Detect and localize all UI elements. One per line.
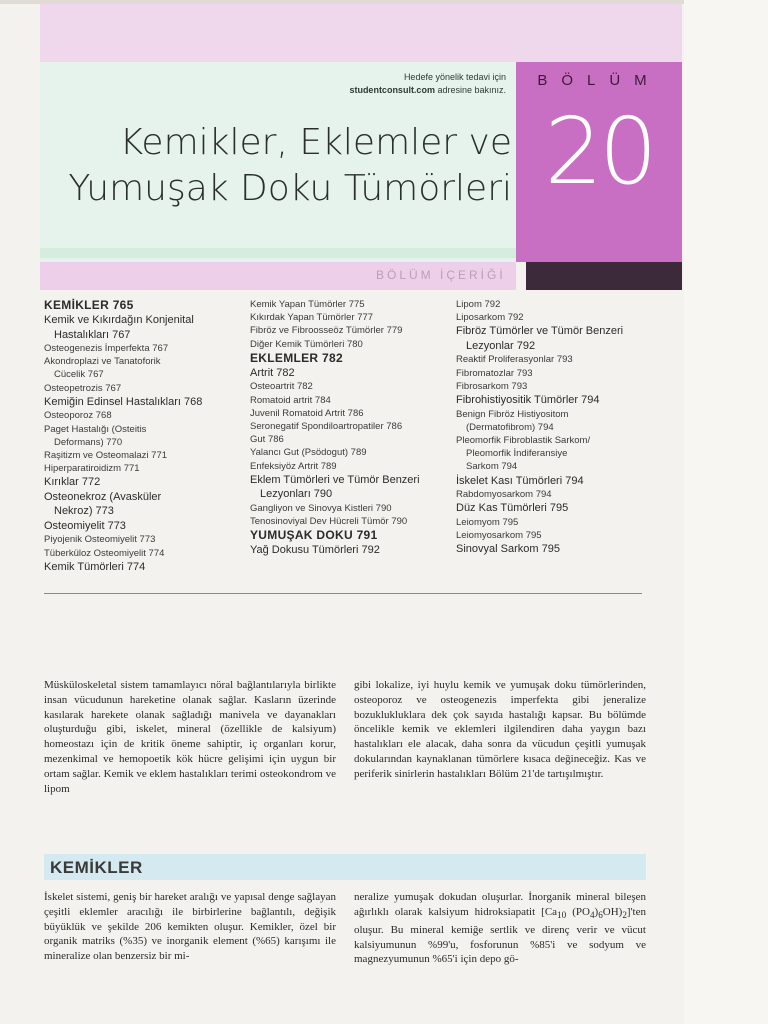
chapter-box — [516, 62, 682, 262]
toc-entry: Nekroz) 773 — [54, 505, 114, 518]
toc-entry: Sarkom 794 — [466, 461, 518, 473]
toc-column-1 — [44, 298, 244, 574]
toc-entry: Tenosinoviyal Dev Hücreli Tümör 790 — [250, 515, 408, 527]
toc-entry: Cücelik 767 — [54, 369, 104, 381]
toc-entry: Akondroplazi ve Tanatoforik — [44, 356, 161, 368]
intro-paragraph-left: Müsküloskeletal sistem tamamlayıcı nöral bağlantılarıyla birlikte insan vücudunun hareketine olanak sağlar. Kasların üzerinde kasılarak harekete olanak sağladığı manivela ve dayanakları oluşturduğu gibi, iskelet, mineral (özellikle de kalsiyum) homeostazı için de kritik öneme sahiptir, iç organları korur, mezenkimal ve hemopoetik kök hücre gelişimi için uygun bir ortam sağlar. Kemik ve eklem hastalıkları terimi osteokondrom ve lipom — [44, 679, 336, 795]
toc-entry: Reaktif Proliferasyonlar 793 — [456, 354, 573, 366]
toc-section-heading: KEMİKLER 765 — [44, 298, 134, 312]
chapter-number: 20 — [544, 98, 654, 205]
toc-entry: Eklem Tümörleri ve Tümör Benzeri — [250, 473, 420, 486]
hint-line2-rest: adresine bakınız. — [434, 85, 506, 95]
toc-entry: Kıkırdak Yapan Tümörler 777 — [250, 312, 374, 324]
toc-entry: (Dermatofibrom) 794 — [466, 421, 554, 433]
header-pink-band — [40, 4, 682, 62]
toc-entry: Tüberküloz Osteomiyelit 774 — [44, 547, 165, 559]
toc-entry: Kırıklar 772 — [44, 476, 101, 489]
page-margin — [684, 0, 768, 1024]
section-sub-2: 4 — [589, 909, 595, 920]
toc-entry: Piyojenik Osteomiyelit 773 — [44, 534, 156, 546]
chapter-title-line1: Kemikler, Eklemler ve — [119, 122, 512, 163]
toc-entry: Fibrohistiyositik Tümörler 794 — [456, 394, 600, 407]
toc-entry: Osteonekroz (Avasküler — [44, 490, 162, 503]
toc-entry: Benign Fibröz Histiyositom — [456, 408, 569, 420]
toc-entry: Seronegatif Spondiloartropatiler 786 — [250, 420, 403, 432]
section-paragraph-left: İskelet sistemi, geniş bir hareket aralığı ve yapısal denge sağlayan çeşitli eklemler aracılığı ile birbirlerine bağlantılı, değişik büyüklük ve şekilde 206 kemikten oluşur. Kemikler, özel bir organik matriks (%35) ve inorganik element (%65) karışımı ile mineralize olan benzersiz bir mi- — [44, 891, 336, 963]
toc-entry: Kemik Tümörleri 774 — [44, 560, 146, 573]
toc-entry: Osteogenezis İmperfekta 767 — [44, 343, 169, 354]
toc-entry: Osteopetrozis 767 — [44, 382, 122, 394]
section-paragraph-right — [354, 890, 646, 967]
toc-entry: Pleomorfik Fibroblastik Sarkom/ — [456, 434, 591, 446]
section-heading: KEMİKLER — [50, 858, 143, 877]
toc-entry: Lezyonlar 792 — [466, 339, 536, 352]
toc-entry: Kemiğin Edinsel Hastalıkları 768 — [44, 395, 203, 408]
toc-entry: Diğer Kemik Tümörleri 780 — [250, 338, 363, 350]
toc-entry: Sinovyal Sarkom 795 — [456, 543, 560, 556]
chapter-title — [68, 120, 512, 212]
toc-entry: Romatoid artrit 784 — [250, 394, 331, 406]
section-text-a: neralize yumuşak dokudan oluşurlar. İnorganik mineral bileşen ağırlıklı olarak kalsiyum hidroksiapatit [Ca — [354, 891, 646, 918]
section-sub-4: 2 — [622, 909, 627, 920]
toc-entry: Artrit 782 — [250, 366, 295, 379]
contents-label: BÖLÜM İÇERİĞİ — [376, 268, 506, 282]
hint-site: studentconsult.com — [349, 85, 435, 95]
toc-entry: Osteoporoz 768 — [44, 410, 112, 422]
section-heading-bar — [44, 854, 646, 880]
hint-line1: Hedefe yönelik tedavi için — [403, 72, 506, 82]
toc-entry: Yağ Dokusu Tümörleri 792 — [250, 544, 380, 557]
toc-entry: Deformans) 770 — [54, 436, 123, 448]
section-text-b: (PO — [566, 905, 590, 918]
toc-entry: Fibrosarkom 793 — [456, 380, 528, 392]
contents-bar — [40, 262, 682, 290]
toc-entry: Paget Hastalığı (Osteitis — [44, 423, 147, 435]
toc-entry: Gut 786 — [250, 434, 284, 446]
toc-entry: Yalancı Gut (Psödogut) 789 — [250, 447, 367, 459]
toc-column-3 — [456, 298, 666, 557]
toc-entry: Juvenil Romatoid Artrit 786 — [250, 407, 364, 419]
toc-entry: Fibröz ve Fibroosseöz Tümörler 779 — [250, 325, 403, 337]
toc-entry: Leiomyom 795 — [456, 516, 519, 528]
divider-rule — [44, 593, 642, 594]
intro-paragraph-right: gibi lokalize, iyi huylu kemik ve yumuşak doku tümörlerinden, osteoporoz ve osteogenezis imperfekta gibi jeneralize bozuklukluklara dek çok sayıda hastalığı kapsar. Bu bölümde öncelikle kemik ve eklemleri ilgilendiren daha yaygın bazı hastalıkları ele alacak, daha sonra da vücudun çeşitli yumuşak dokularından kaynaklanan tümörlere kısaca değineceğiz. Kas ve periferik sinirlerin hastalıkları Bölüm 21'de tartışılmıştır. — [354, 679, 646, 780]
toc-entry: Hiperparatiroidizm 771 — [44, 463, 140, 475]
toc-entry: Fibröz Tümörler ve Tümör Benzeri — [456, 325, 624, 338]
hint-line2 — [349, 84, 506, 97]
toc-section-heading: YUMUŞAK DOKU 791 — [250, 528, 378, 543]
section-text-e: ]'ten oluşur. Bu mineral kemiğe sertlik ve direnç verir ve vücut kalsiyumunun %99'u, fosforunun %85'i ve sodyum ve magnezyumunun %65'i için depo gö- — [354, 905, 646, 966]
contents-bar-dark — [526, 262, 682, 290]
toc-entry: Rabdomyosarkom 794 — [456, 489, 552, 501]
section-text-c: ) — [594, 905, 599, 918]
toc-entry: Lezyonları 790 — [260, 488, 333, 501]
toc-entry: Gangliyon ve Sinovya Kistleri 790 — [250, 502, 392, 514]
toc-entry: Raşitizm ve Osteomalazi 771 — [44, 449, 168, 461]
section-text-d: OH) — [602, 905, 623, 918]
toc-entry: Kemik Yapan Tümörler 775 — [250, 299, 365, 310]
toc-section-heading: EKLEMLER 782 — [250, 350, 343, 365]
section-sub-3: 6 — [598, 909, 603, 920]
toc-entry: Enfeksiyöz Artrit 789 — [250, 460, 337, 472]
toc-entry: Pleomorfik İndiferansiye — [466, 448, 568, 460]
toc-column-2 — [250, 298, 450, 558]
toc-entry: Lipom 792 — [456, 299, 501, 310]
toc-entry: Fibromatozlar 793 — [456, 367, 533, 379]
section-sub-1: 10 — [557, 909, 567, 920]
toc-entry: Düz Kas Tümörleri 795 — [456, 502, 569, 515]
chapter-title-line2: Yumuşak Doku Tümörleri — [68, 168, 512, 209]
toc-entry: Kemik ve Kıkırdağın Konjenital — [44, 314, 194, 326]
toc-entry: Liposarkom 792 — [456, 312, 524, 324]
toc-entry: Osteoartrit 782 — [250, 381, 313, 393]
online-resource-note — [349, 71, 506, 97]
chapter-label: BÖLÜM — [537, 72, 661, 89]
toc-entry: Osteomiyelit 773 — [44, 519, 126, 532]
toc-entry: Hastalıkları 767 — [54, 328, 131, 341]
toc-entry: Leiomyosarkom 795 — [456, 529, 542, 541]
toc-entry: İskelet Kası Tümörleri 794 — [456, 474, 584, 487]
header-green-strip — [40, 248, 516, 258]
